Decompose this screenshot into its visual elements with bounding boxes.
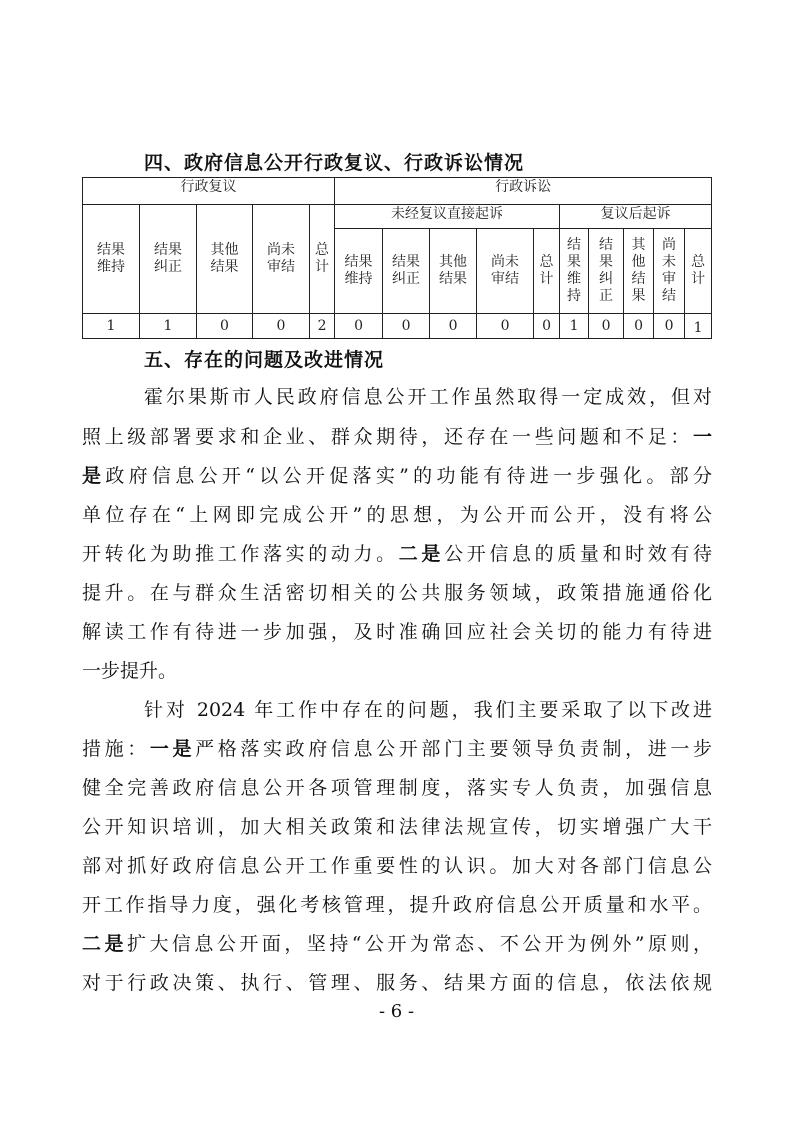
header-admin-review: 行政复议 [83,178,335,205]
header-after-col-4: 尚 未 审 结 [654,229,685,314]
para2-line-6: 开工作指导力度，强化考核管理，提升政府信息公开质量和水平。 [82,894,712,916]
para1-line-3 [82,464,712,488]
header-review-col-3: 其他 结果 [197,205,253,314]
value-cell-13: 0 [624,314,654,339]
para1-text-5b: 公开信息的质量和时效有待 [444,543,712,565]
para2-line-5: 部对抓好政府信息公开工作重要性的认识。加大对各部门信息公 [82,855,712,877]
para1-bold-marker-1b: 是 [82,465,106,487]
header-direct-col-5: 总 计 [534,229,560,314]
para1-line-5 [82,542,712,566]
header-direct-litigation: 未经复议直接起诉 [335,205,560,229]
para1-bold-marker-2: 二是 [398,543,445,565]
header-after-col-3: 其 他 结 果 [624,229,654,314]
header-review-col-4: 尚未 审结 [253,205,310,314]
header-after-review-litigation: 复议后起诉 [560,205,712,229]
para2-line-1: 针对 2024 年工作中存在的问题，我们主要采取了以下改进 [144,699,712,721]
header-review-col-2: 结果 纠正 [140,205,197,314]
para2-line-2 [82,737,712,761]
header-after-col-2: 结 果 纠 正 [589,229,624,314]
header-after-col-5: 总 计 [685,229,712,314]
value-cell-7: 0 [383,314,430,339]
header-direct-col-2: 结果 纠正 [383,229,430,314]
value-cell-6: 0 [335,314,383,339]
para2-bold-marker-1: 一是 [149,738,196,760]
para1-text-3: 政府信息公开“以公开促落实”的功能有待进一步强化。部分 [105,465,712,487]
para2-line-8: 对于行政决策、执行、管理、服务、结果方面的信息，依法依规 [82,972,712,994]
para1-line-2 [82,425,712,449]
para2-text-2: 措施： [82,738,150,760]
value-cell-5: 2 [310,314,335,339]
header-admin-litigation: 行政诉讼 [335,178,712,205]
header-direct-col-4: 尚未 审结 [477,229,534,314]
header-review-col-1: 结果 维持 [83,205,140,314]
para2-line-3: 健全完善政府信息公开各项管理制度，落实专人负责，加强信息 [82,777,712,799]
para2-text-7: 扩大信息公开面，坚持“公开为常态、不公开为例外”原则， [126,933,712,955]
value-cell-2: 1 [140,314,197,339]
value-cell-4: 0 [253,314,310,339]
header-after-col-1: 结 果 维 持 [560,229,589,314]
value-cell-9: 0 [477,314,534,339]
value-cell-8: 0 [430,314,477,339]
para1-line-6: 提升。在与群众生活密切相关的公共服务领域，政策措施通俗化 [82,582,712,604]
page-number: - 6 - [378,1001,415,1022]
header-direct-col-3: 其他 结果 [430,229,477,314]
value-cell-15: 1 [685,314,712,339]
value-cell-14: 0 [654,314,685,339]
para2-text-2b: 严格落实政府信息公开部门主要领导负责制，进一步 [195,738,712,760]
para1-line-1: 霍尔果斯市人民政府信息公开工作虽然取得一定成效，但对 [144,386,712,408]
header-direct-col-1: 结果 维持 [335,229,383,314]
para2-bold-marker-2: 二是 [82,933,127,955]
section-4-heading: 四、政府信息公开行政复议、行政诉讼情况 [144,152,525,174]
para1-text-5: 开转化为助推工作落实的动力。 [82,543,399,565]
header-review-col-5: 总 计 [310,205,335,314]
para1-bold-marker-1a: 一 [692,426,712,448]
para1-text-2: 照上级部署要求和企业、群众期待，还存在一些问题和不足： [82,426,693,448]
value-cell-12: 0 [589,314,624,339]
section-5-heading: 五、存在的问题及改进情况 [144,349,385,371]
value-cell-11: 1 [560,314,589,339]
para1-line-7: 解读工作有待进一步加强，及时准确回应社会关切的能力有待进 [82,621,712,643]
para1-line-8: 一步提升。 [82,660,178,682]
para1-line-4: 单位存在“上网即完成公开”的思想，为公开而公开，没有将公 [82,504,712,526]
review-litigation-table [82,177,712,339]
value-cell-10: 0 [534,314,560,339]
value-cell-3: 0 [197,314,253,339]
para2-line-4: 公开知识培训，加大相关政策和法律法规宣传，切实增强广大干 [82,816,712,838]
para2-line-7 [82,932,712,956]
value-cell-1: 1 [83,314,140,339]
